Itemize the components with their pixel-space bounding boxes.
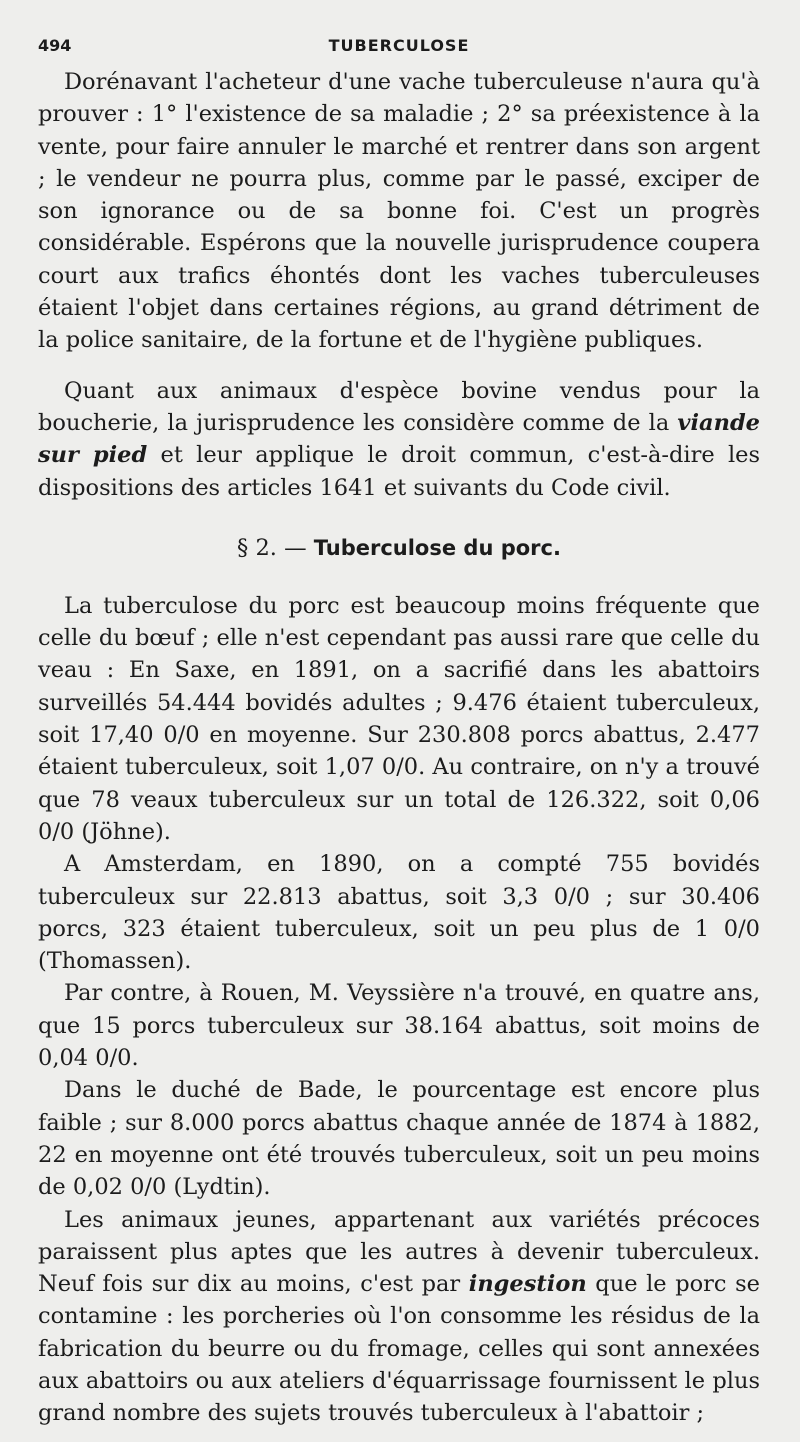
section-number: § 2. — (237, 534, 314, 561)
section-title: Tuberculose du porc. (313, 535, 561, 560)
paragraph-7 (38, 1204, 760, 1430)
paragraph-2-text-before: Quant aux animaux d'espèce bovine vendus pour la boucherie, la jurisprudence les considère comme de la (38, 377, 760, 436)
running-head (38, 32, 760, 66)
paragraph-5: Par contre, à Rouen, M. Veyssière n'a trouvé, en quatre ans, que 15 porcs tuberculeux sur 38.164 abattus, soit moins de 0,04 0/0. (38, 980, 760, 1072)
paragraph-2-emphasis: viande sur pied (38, 409, 760, 469)
paragraph-1: Dorénavant l'acheteur d'une vache tuberculeuse n'aura qu'à prouver : 1° l'existence de sa maladie ; 2° sa préexistence à la vente, pour faire annuler le marché et rentrer dans son argent ; le vendeur ne pourra plus, comme par le passé, exciper de son ignorance ou de sa bonne foi. C'est un progrès considérable. Espérons que la nouvelle jurisprudence coupera court aux trafics éhontés dont les vaches tuberculeuses étaient l'objet dans certaines régions, au grand détriment de la police sanitaire, de la fortune et de l'hygiène publiques. (38, 69, 760, 354)
paragraph-7-emphasis: ingestion (468, 1271, 587, 1298)
paragraph-4: A Amsterdam, en 1890, on a compté 755 bovidés tuberculeux sur 22.813 abattus, soit 3,3 0/0 ; sur 30.406 porcs, 323 étaient tuberculeux, soit un peu plus de 1 0/0 (Thomassen). (38, 851, 760, 975)
paragraph-6: Dans le duché de Bade, le pourcentage est encore plus faible ; sur 8.000 porcs abattus chaque année de 1874 à 1882, 22 en moyenne ont été trouvés tuberculeux, soit un peu moins de 0,02 0/0 (Lydtin). (38, 1077, 760, 1201)
running-title: TUBERCULOSE (328, 36, 470, 55)
section-heading (38, 532, 760, 564)
page-number: 494 (38, 36, 72, 55)
paragraph-7-text-before: Les animaux jeunes, appartenant aux variétés précoces paraissent plus aptes que les autres à devenir tuberculeux. Neuf fois sur dix au moins, c'est par (38, 1206, 760, 1298)
paragraph-3: La tuberculose du porc est beaucoup moins fréquente que celle du bœuf ; elle n'est cependant pas aussi rare que celle du veau : En Saxe, en 1891, on a sacrifié dans les abattoirs surveillés 54.444 bovidés adultes ; 9.476 étaient tuberculeux, soit 17,40 0/0 en moyenne. Sur 230.808 porcs abattus, 2.477 étaient tuberculeux, soit 1,07 0/0. Au contraire, on n'y a trouvé que 78 veaux tuberculeux sur un total de 126.322, soit 0,06 0/0 (Jöhne). (38, 592, 760, 845)
paragraph-2-text-after: et leur applique le droit commun, c'est-à-dire les dispositions des articles 1641 et suivants du Code civil. (38, 442, 760, 501)
paragraph-2 (38, 375, 760, 504)
paragraph-7-text-after: que le porc se contamine : les porcheries où l'on consomme les résidus de la fabrication du beurre ou du fromage, celles qui sont annexées aux abattoirs ou aux ateliers d'équarrissage fournissent le plus grand nombre des sujets trouvés tuberculeux à l'abattoir ; (38, 1271, 760, 1427)
